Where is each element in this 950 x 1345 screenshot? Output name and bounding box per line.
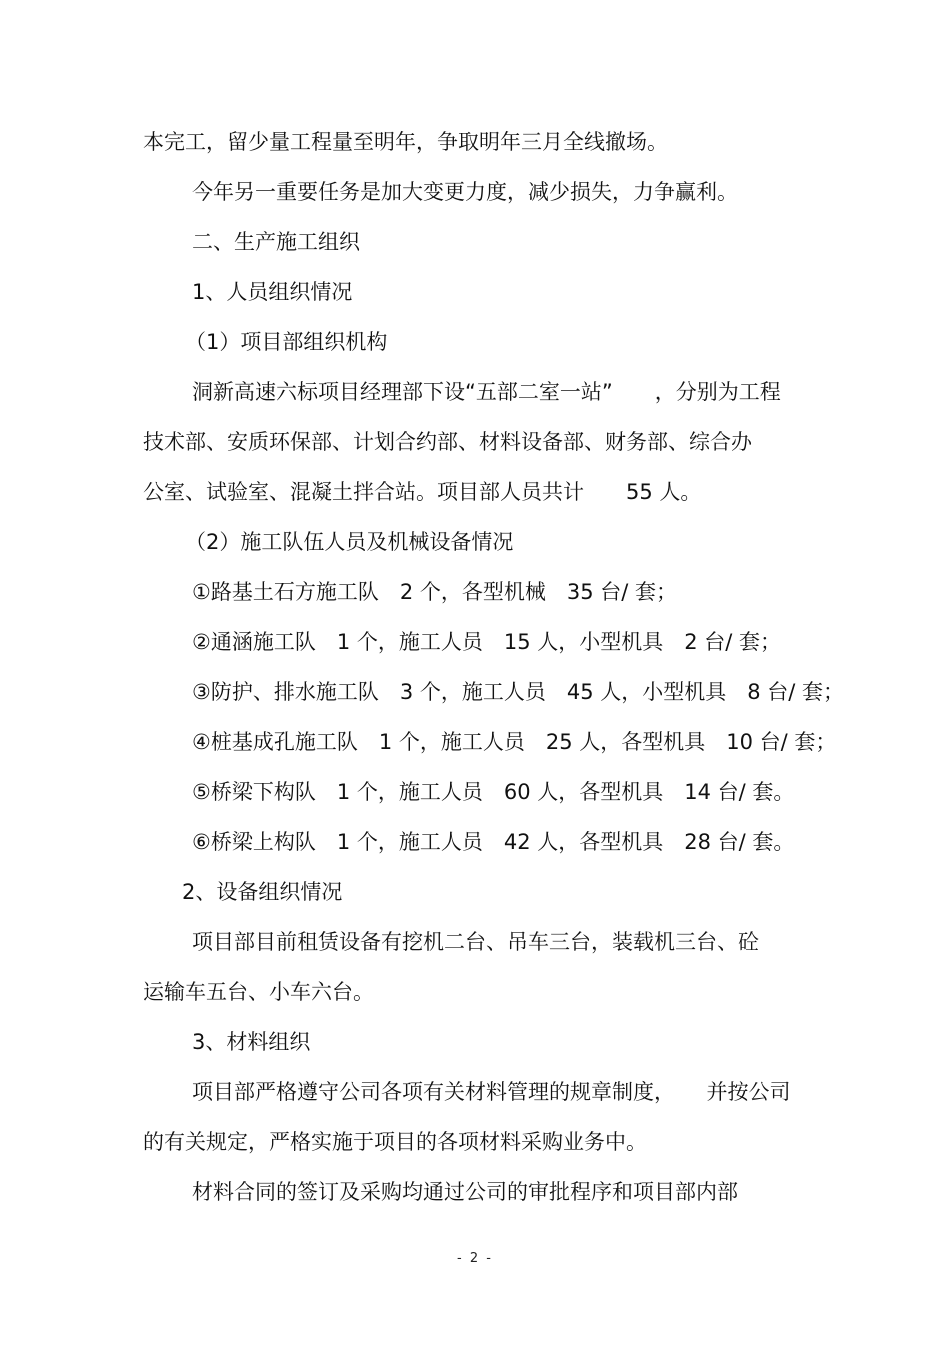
text-line-2: 今年另一重要任务是加大变更力度，减少损失，力争赢利。 [192, 180, 738, 204]
team-item-3: ③防护、排水施工队 3 个，施工人员 45 人，小型机具 8 台/ 套； [192, 680, 845, 704]
section-heading-production: 二、生产施工组织 [192, 230, 360, 254]
team-item-2: ②通涵施工队 1 个，施工人员 15 人，小型机具 2 台/ 套； [192, 630, 782, 654]
team-item-5: ⑤桥梁下构队 1 个，施工人员 60 人，各型机具 14 台/ 套。 [192, 780, 795, 804]
text-line-1: 本完工，留少量工程量至明年，争取明年三月全线撤场。 [143, 130, 668, 154]
subsection-heading-equipment: 2、设备组织情况 [182, 880, 343, 904]
text-line-8: 公室、试验室、混凝土拌合站。项目部人员共计 55 人。 [143, 480, 702, 504]
subsection-heading-org: （1）项目部组织机构 [185, 330, 388, 354]
subsection-heading-materials: 3、材料组织 [192, 1030, 311, 1054]
text-line-22: 材料合同的签订及采购均通过公司的审批程序和项目部内部 [192, 1180, 738, 1204]
team-item-1: ①路基土石方施工队 2 个，各型机械 35 台/ 套； [192, 580, 678, 604]
text-line-20: 项目部严格遵守公司各项有关材料管理的规章制度， 并按公司 [192, 1080, 791, 1104]
text-line-18: 运输车五台、小车六台。 [143, 980, 374, 1004]
subsection-heading-teams: （2）施工队伍人员及机械设备情况 [185, 530, 514, 554]
text-line-7: 技术部、安质环保部、计划合约部、材料设备部、财务部、综合办 [143, 430, 752, 454]
text-line-21: 的有关规定，严格实施于项目的各项材料采购业务中。 [143, 1130, 647, 1154]
text-line-6: 洞新高速六标项目经理部下设“五部二室一站” ，分别为工程 [192, 380, 781, 404]
page-number: - 2 - [457, 1251, 493, 1266]
team-item-6: ⑥桥梁上构队 1 个，施工人员 42 人，各型机具 28 台/ 套。 [192, 830, 795, 854]
text-line-17: 项目部目前租赁设备有挖机二台、吊车三台，装载机三台、砼 [192, 930, 759, 954]
team-item-4: ④桩基成孔施工队 1 个，施工人员 25 人，各型机具 10 台/ 套； [192, 730, 837, 754]
subsection-heading-personnel: 1、人员组织情况 [192, 280, 353, 304]
